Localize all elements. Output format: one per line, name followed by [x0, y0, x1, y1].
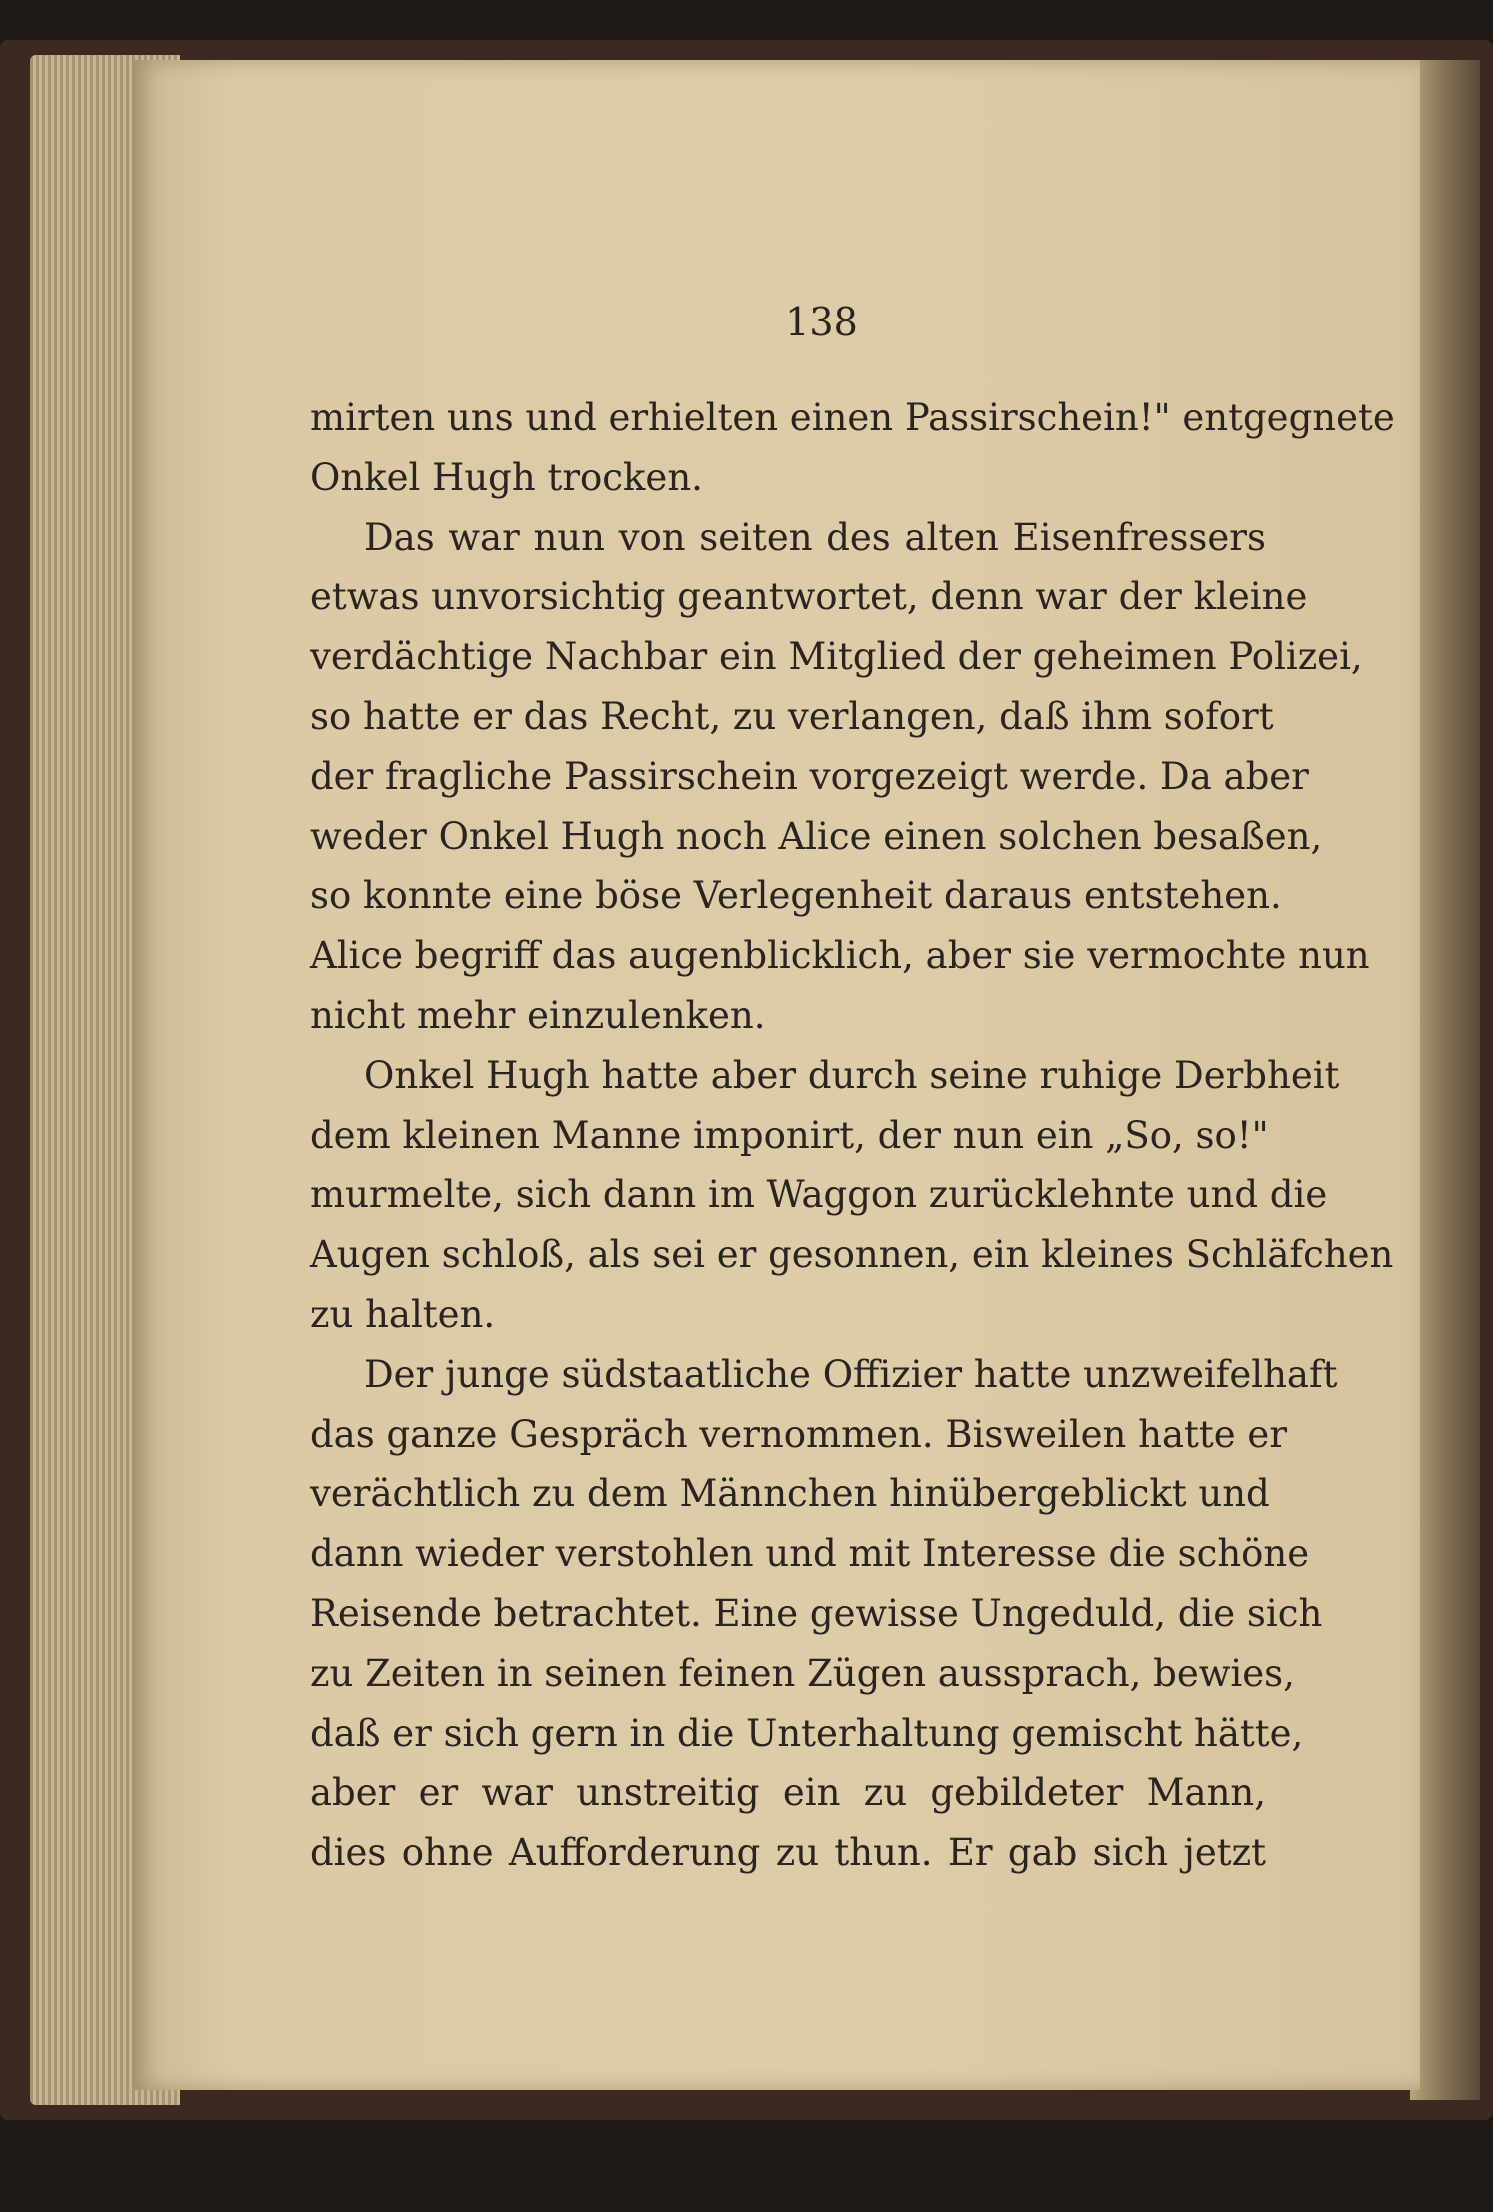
text-line: aber er war unstreitig ein zu gebildeter Mann, [310, 1771, 1266, 1815]
text-line: der fragliche Passirschein vorgezeigt werde. Da aber [310, 754, 1309, 798]
text-line: Das war nun von seiten des alten Eisenfressers [364, 515, 1266, 559]
text-line: verächtlich zu dem Männchen hinübergeblickt und [310, 1472, 1270, 1516]
right-page-edge [1410, 60, 1480, 2100]
text-line: Onkel Hugh trocken. [310, 455, 703, 499]
text-line: so hatte er das Recht, zu verlangen, daß ihm sofort [310, 694, 1274, 738]
text-line: Reisende betrachtet. Eine gewisse Ungeduld, die sich [310, 1591, 1323, 1635]
text-line: zu Zeiten in seinen feinen Zügen aussprach, bewies, [310, 1651, 1295, 1695]
text-line: verdächtige Nachbar ein Mitglied der geheimen Polizei, [310, 635, 1363, 679]
text-line: Der junge südstaatliche Offizier hatte unzweifelhaft [364, 1352, 1338, 1396]
page-number: 138 [785, 300, 858, 344]
text-line: Augen schloß, als sei er gesonnen, ein kleines Schläfchen [310, 1233, 1394, 1277]
text-line: etwas unvorsichtig geantwortet, denn war der kleine [310, 575, 1308, 619]
text-line: murmelte, sich dann im Waggon zurücklehnte und die [310, 1173, 1328, 1217]
text-line: Alice begriff das augenblicklich, aber sie vermochte nun [310, 934, 1370, 978]
text-line: zu halten. [310, 1292, 496, 1336]
text-line: weder Onkel Hugh noch Alice einen solchen besaßen, [310, 814, 1323, 858]
text-line: Onkel Hugh hatte aber durch seine ruhige Derbheit [364, 1053, 1340, 1097]
text-line: dies ohne Aufforderung zu thun. Er gab sich jetzt [310, 1831, 1266, 1875]
text-line: dann wieder verstohlen und mit Interesse die schöne [310, 1532, 1310, 1576]
text-line: das ganze Gespräch vernommen. Bisweilen hatte er [310, 1412, 1288, 1456]
text-line: daß er sich gern in die Unterhaltung gemischt hätte, [310, 1711, 1304, 1755]
text-line: so konnte eine böse Verlegenheit daraus entstehen. [310, 874, 1282, 918]
text-line: nicht mehr einzulenken. [310, 993, 766, 1037]
text-line: mirten uns und erhielten einen Passirschein!" entgegnete [310, 396, 1395, 439]
body-text [310, 388, 1395, 1883]
text-line: dem kleinen Manne imponirt, der nun ein „So, so!" [310, 1113, 1269, 1157]
